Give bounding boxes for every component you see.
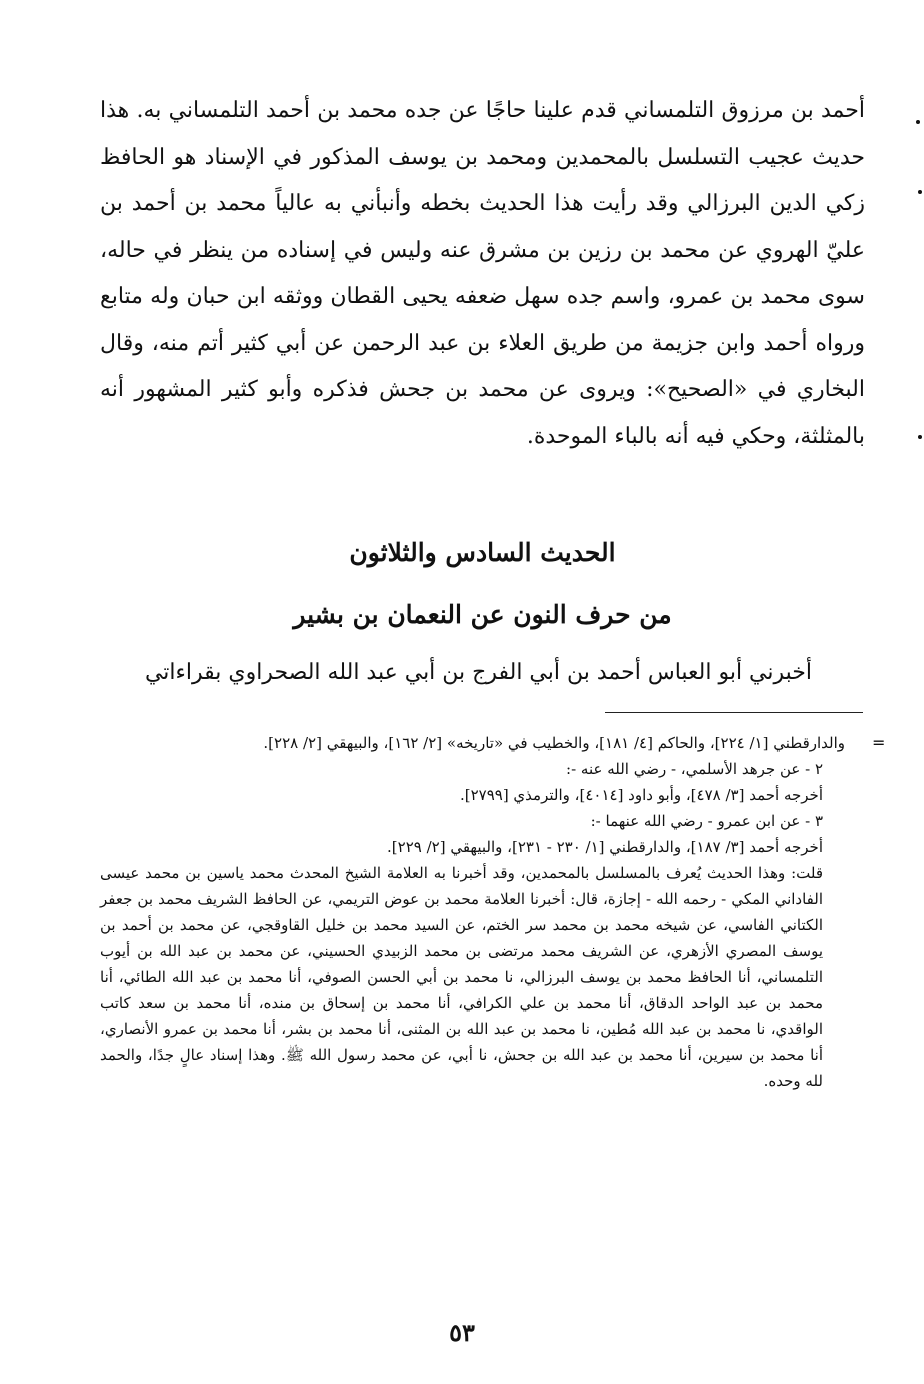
section-title: الحديث السادس والثلاثون: [349, 538, 616, 567]
footnote-line: قلت: وهذا الحديث يُعرف بالمسلسل بالمحمدين، وقد أخبرنا به العلامة الشيخ المحدث محمد ياسين بن محمد عيسى الفاداني المكي - رحمه الله - إجازة، قال: أخبرنا العلامة محمد بن عوض التريمي، عن الحافظ الشريف محمد بن جعفر الكتاني الفاسي، عن شيخه محمد بن محمد سر الختم، عن السيد محمد بن خليل القاوقجي، عن محمد بن أحمد بن يوسف المصري الأزهري، عن الشريف محمد مرتضى بن محمد الزبيدي الحسيني، عن محمد بن عبد الله بن أيوب التلمساني، أنا الحافظ محمد بن يوسف البرزالي، نا محمد بن أبي الحسن الصوفي، أنا محمد بن عبد الله الطائي، أنا محمد بن عبد الواحد الدقاق، أنا محمد بن علي الكرافي، أنا محمد بن إسحاق بن منده، أنا محمد بن سعد كاتب الواقدي، نا محمد بن عبد الله مُطين، نا محمد بن عبد الله بن المثنى، أنا محمد بن بشر، أنا محمد بن عمرو الأنصاري، أنا محمد بن سيرين، أنا محمد بن عبد الله بن جحش، نا أبي، عن محمد رسول الله ﷺ. وهذا إسناد عالٍ جدًا، والحمد لله وحده.: [100, 864, 823, 1090]
footnote-continuation-mark: =: [872, 733, 886, 752]
footnote-line: أخرجه أحمد [٣/ ١٨٧]، والدارقطني [١/ ٢٣٠ - ٢٣١]، والبيهقي [٢/ ٢٢٩].: [387, 838, 823, 856]
page-number: ٥٣: [449, 1318, 475, 1347]
section-subtitle: من حرف النون عن النعمان بن بشير: [293, 600, 672, 629]
footnotes-block: [100, 730, 845, 1094]
main-paragraph: أحمد بن مرزوق التلمساني قدم علينا حاجًا عن جده محمد بن أحمد التلمساني به. هذا حديث عجيب التسلسل بالمحمدين ومحمد بن يوسف المذكور في الإسناد هو الحافظ زكي الدين البرزالي وقد رأيت هذا الحديث بخطه وأنبأني به عالياً محمد بن أحمد بن عليّ الهروي عن محمد بن رزين بن مشرق عنه وليس في إسناده من ينظر في حاله، سوى محمد بن عمرو، واسم جده سهل ضعفه يحيى القطان ووثقه ابن حبان وله متابع ورواه أحمد وابن جزيمة من طريق العلاء بن عبد الرحمن عن أبي كثير أتم منه، وقال البخاري في «الصحيح»: ويروى عن محمد بن جحش فذكره وأبو كثير المشهور أنه بالمثلثة، وحكي فيه أنه بالباء الموحدة.: [100, 98, 865, 449]
margin-dot: [918, 435, 922, 439]
margin-dot: [916, 120, 920, 124]
footnote-divider: [605, 712, 863, 713]
main-text-block: [100, 88, 865, 460]
footnote-line: ٣ - عن ابن عمرو - رضي الله عنهما -:: [590, 812, 823, 830]
footnote-line: ٢ - عن جرهد الأسلمي، - رضي الله عنه -:: [566, 760, 823, 778]
lead-line: أخبرني أبو العباس أحمد بن أبي الفرج بن أبي عبد الله الصحراوي بقراءاتي: [144, 660, 812, 685]
margin-dot: [918, 190, 922, 194]
footnote-line: والدارقطني [١/ ٢٢٤]، والحاكم [٤/ ١٨١]، والخطيب في «تاريخه» [٢/ ١٦٢]، والبيهقي [٢/ ٢٢٨].: [263, 734, 845, 752]
footnote-line: أخرجه أحمد [٣/ ٤٧٨]، وأبو داود [٤٠١٤]، والترمذي [٢٧٩٩].: [459, 786, 823, 804]
